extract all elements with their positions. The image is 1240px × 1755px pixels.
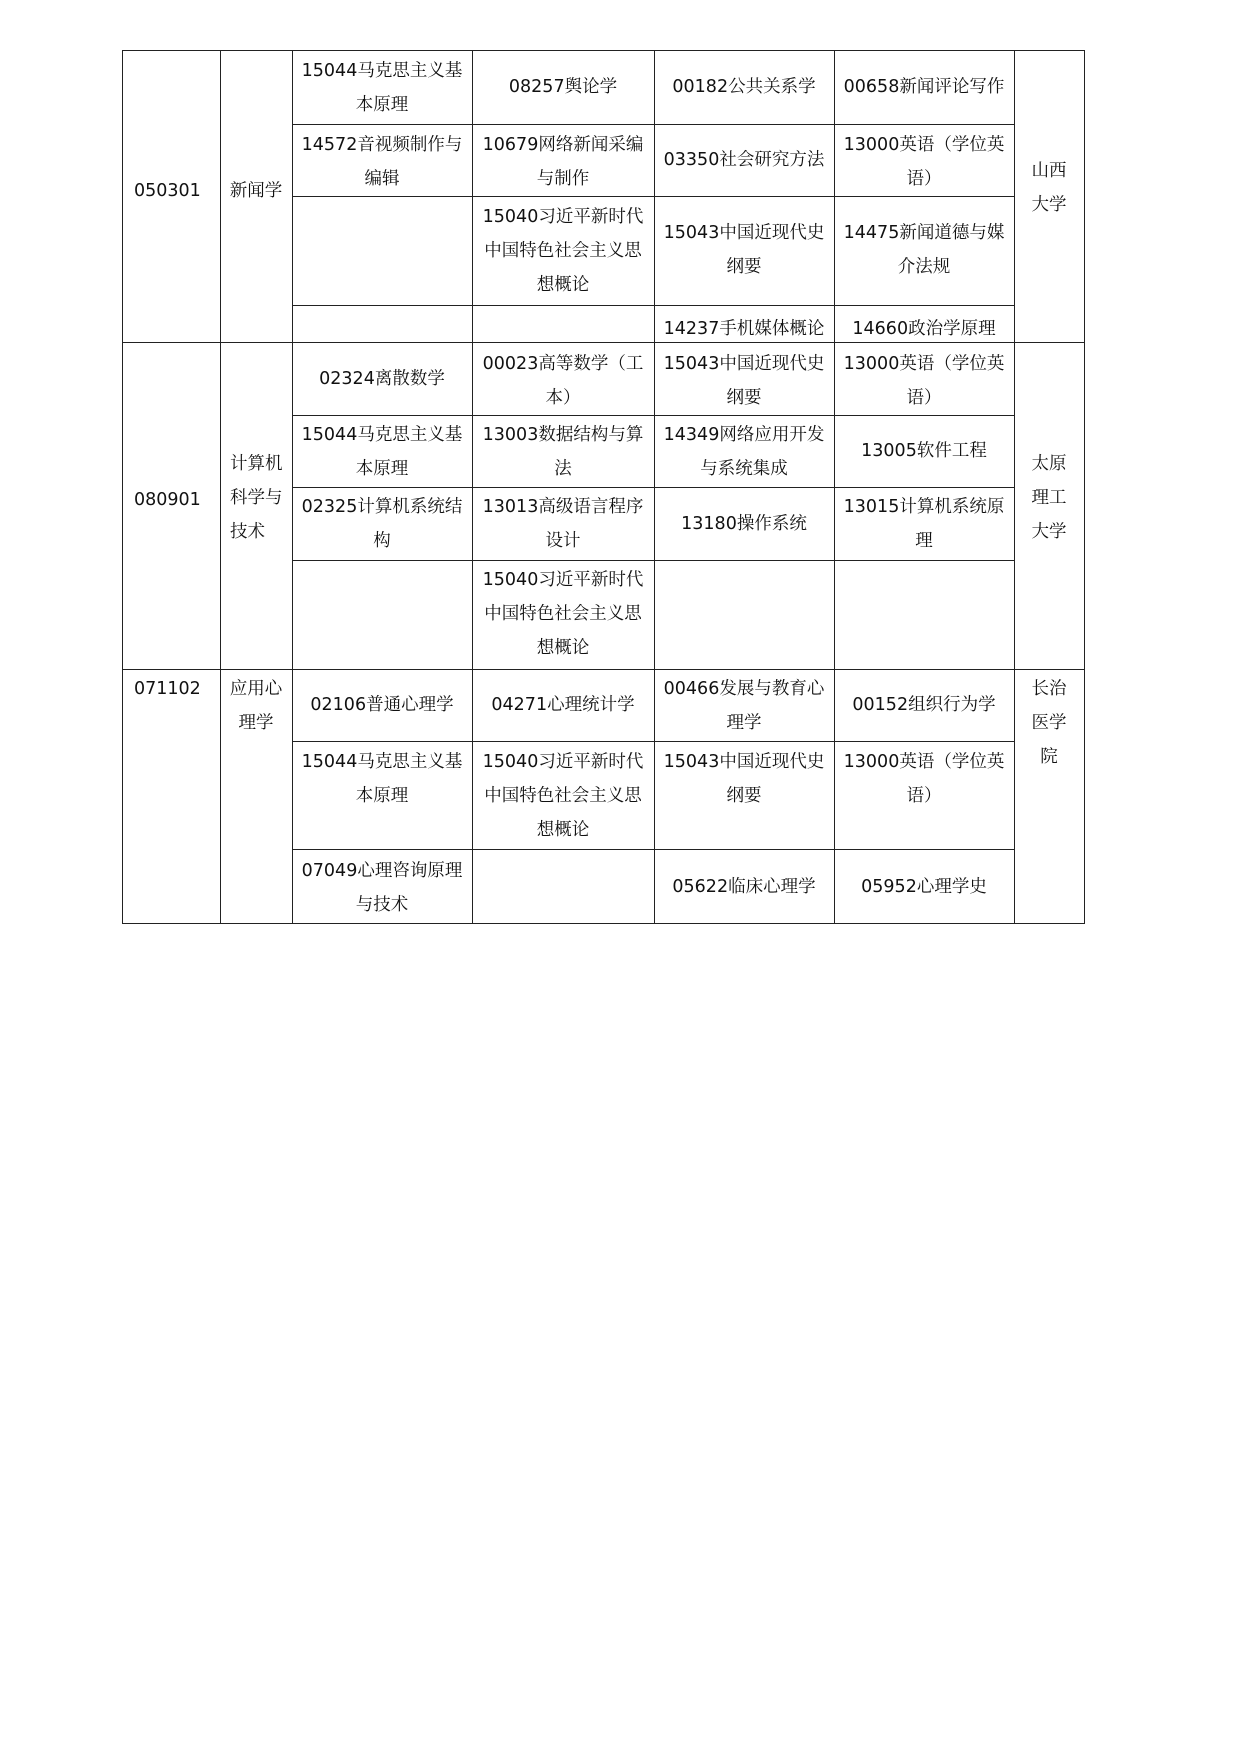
row-divider bbox=[292, 124, 1014, 125]
school-name: 长治医学院 bbox=[1031, 679, 1067, 767]
course-cell: 00152组织行为学 bbox=[852, 695, 996, 715]
table-border-bottom bbox=[122, 923, 1085, 924]
row-divider bbox=[292, 305, 1014, 306]
school-name: 太原理工大学 bbox=[1031, 454, 1067, 542]
course-cell: 07049心理咨询原理与技术 bbox=[301, 861, 463, 915]
course-cell bbox=[472, 852, 654, 922]
major-name: 计算机科学与技术 bbox=[230, 454, 283, 542]
course-cell: 02324离散数学 bbox=[319, 369, 445, 389]
course-cell: 02106普通心理学 bbox=[310, 695, 454, 715]
school-name: 山西大学 bbox=[1031, 161, 1067, 215]
course-cell: 13180操作系统 bbox=[681, 514, 807, 534]
course-cell: 13000英语（学位英语） bbox=[843, 135, 1005, 189]
course-cell: 15040习近平新时代中国特色社会主义思想概论 bbox=[482, 570, 644, 658]
table-border-top bbox=[122, 50, 1085, 51]
course-cell: 15044马克思主义基本原理 bbox=[301, 425, 463, 479]
course-cell bbox=[472, 310, 654, 344]
course-cell: 13000英语（学位英语） bbox=[843, 354, 1005, 408]
course-cell: 10679网络新闻采编与制作 bbox=[482, 135, 644, 189]
course-cell: 15043中国近现代史纲要 bbox=[663, 223, 825, 277]
course-cell: 14475新闻道德与媒介法规 bbox=[843, 223, 1005, 277]
course-cell: 15044马克思主义基本原理 bbox=[301, 752, 463, 806]
course-cell: 15043中国近现代史纲要 bbox=[663, 354, 825, 408]
course-cell: 02325计算机系统结构 bbox=[301, 497, 463, 551]
course-cell: 13003数据结构与算法 bbox=[482, 425, 644, 479]
course-cell: 15040习近平新时代中国特色社会主义思想概论 bbox=[482, 207, 644, 295]
block-divider bbox=[122, 669, 1085, 670]
course-cell: 14237手机媒体概论 bbox=[663, 319, 825, 339]
course-cell: 15044马克思主义基本原理 bbox=[301, 61, 463, 115]
course-cell: 00466发展与教育心理学 bbox=[663, 679, 825, 733]
row-divider bbox=[292, 560, 1014, 561]
table-border-right bbox=[1084, 50, 1085, 924]
major-name: 应用心理学 bbox=[229, 679, 283, 733]
course-cell: 08257舆论学 bbox=[508, 77, 618, 97]
course-cell: 04271心理统计学 bbox=[491, 695, 635, 715]
course-cell: 14349网络应用开发与系统集成 bbox=[663, 425, 825, 479]
row-divider bbox=[292, 415, 1014, 416]
course-cell: 05952心理学史 bbox=[861, 877, 987, 897]
major-code: 071102 bbox=[134, 679, 201, 699]
table-border-left bbox=[122, 50, 123, 924]
block-divider bbox=[122, 342, 1085, 343]
course-cell bbox=[292, 198, 472, 298]
row-divider bbox=[292, 196, 1014, 197]
course-cell: 00658新闻评论写作 bbox=[843, 77, 1005, 97]
course-cell: 15040习近平新时代中国特色社会主义思想概论 bbox=[482, 752, 644, 840]
course-cell: 15043中国近现代史纲要 bbox=[663, 752, 825, 806]
column-divider bbox=[220, 50, 221, 924]
course-cell: 05622临床心理学 bbox=[672, 877, 816, 897]
column-divider bbox=[1014, 50, 1015, 924]
course-cell: 03350社会研究方法 bbox=[663, 150, 825, 170]
course-cell: 13005软件工程 bbox=[861, 441, 987, 461]
course-cell: 14660政治学原理 bbox=[852, 319, 996, 339]
row-divider bbox=[292, 849, 1014, 850]
row-divider bbox=[292, 487, 1014, 488]
course-cell: 13015计算机系统原理 bbox=[843, 497, 1005, 551]
course-cell bbox=[292, 564, 472, 664]
course-cell bbox=[834, 564, 1014, 664]
row-divider bbox=[292, 741, 1014, 742]
major-code: 080901 bbox=[134, 490, 201, 510]
course-cell: 14572音视频制作与编辑 bbox=[301, 135, 463, 189]
course-cell: 00023高等数学（工本） bbox=[482, 354, 644, 408]
course-cell bbox=[292, 310, 472, 344]
major-name: 新闻学 bbox=[229, 181, 283, 201]
course-cell: 13000英语（学位英语） bbox=[843, 752, 1005, 806]
course-cell: 00182公共关系学 bbox=[672, 77, 816, 97]
course-cell bbox=[654, 564, 834, 664]
course-cell: 13013高级语言程序设计 bbox=[482, 497, 644, 551]
major-code: 050301 bbox=[134, 181, 201, 201]
